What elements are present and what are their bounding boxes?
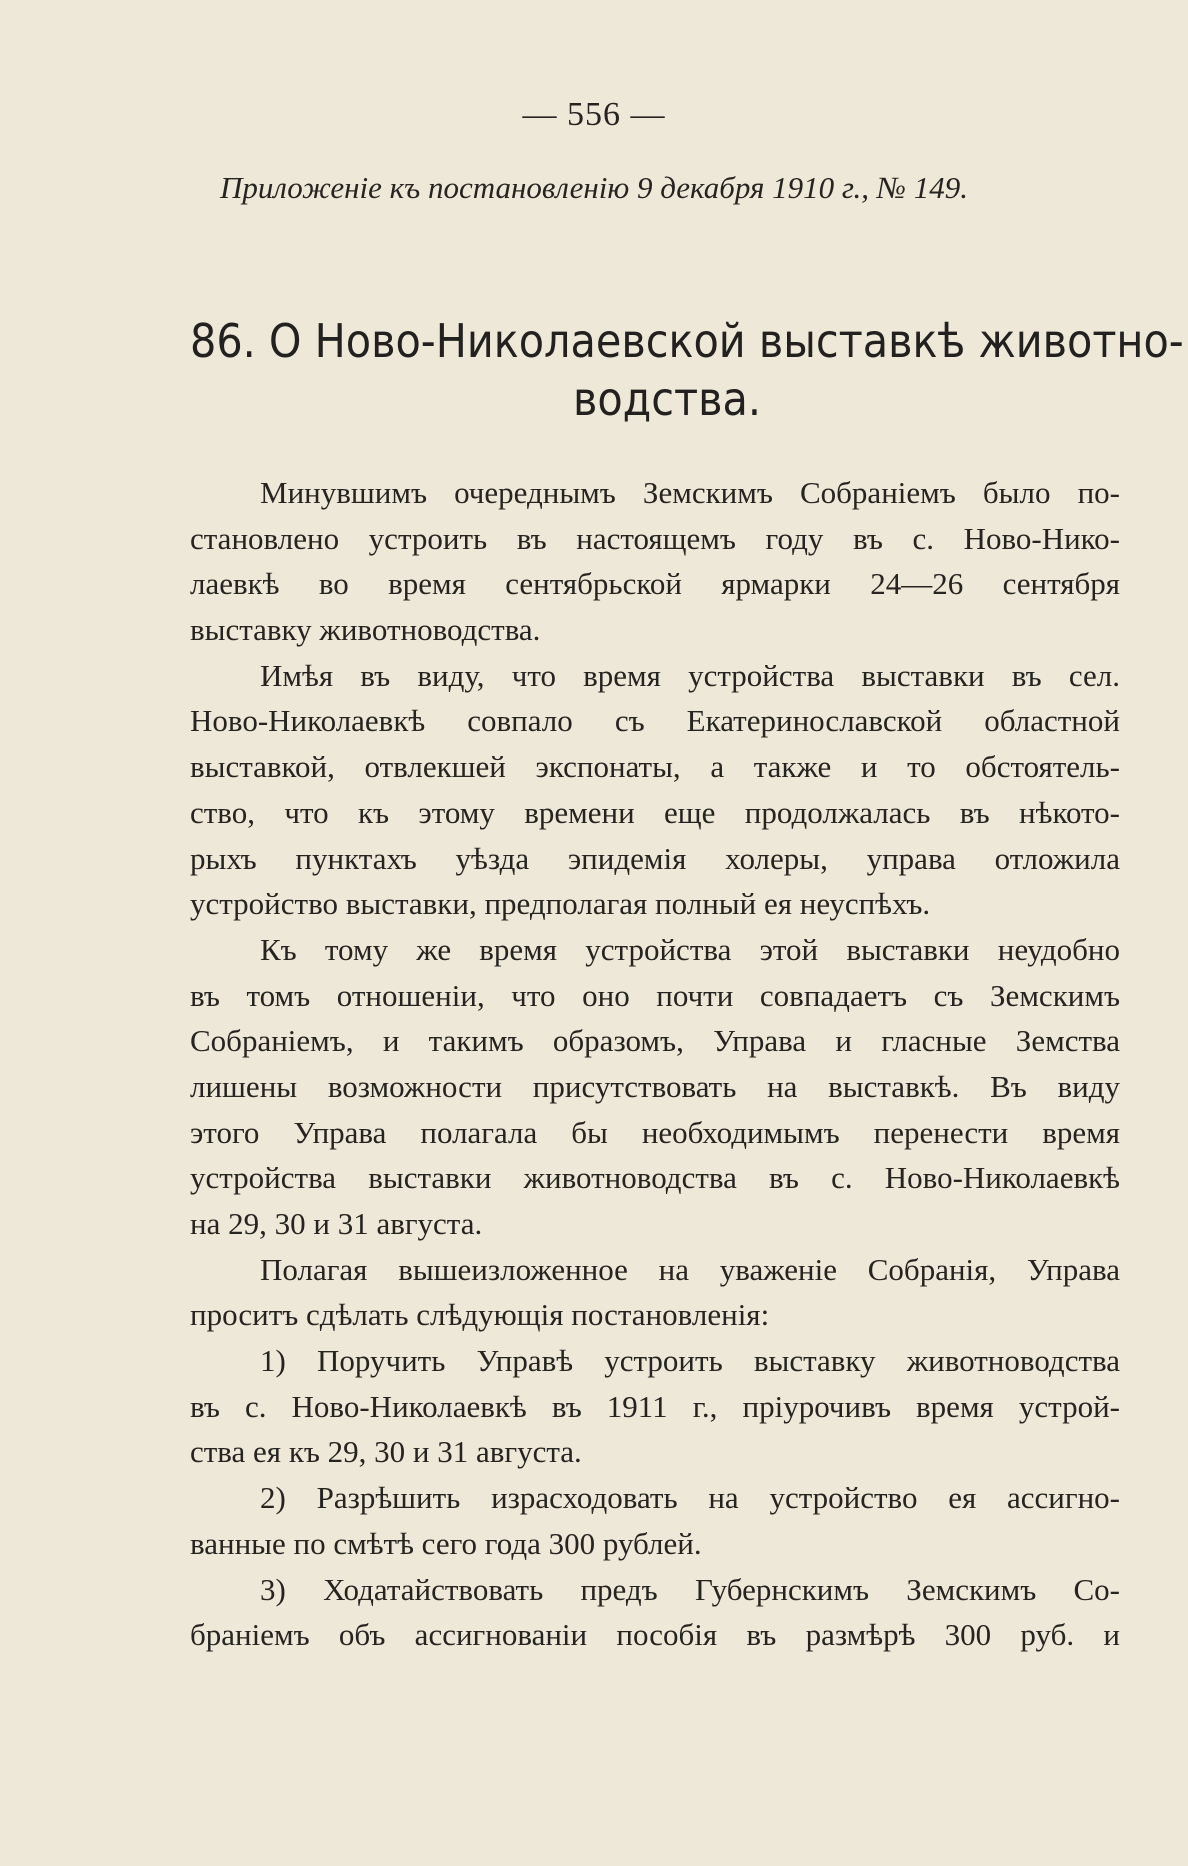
text-line: въ томъ отношеніи, что оно почти совпадаетъ съ Земскимъ xyxy=(190,977,1120,1013)
text-line: въ с. Ново-Николаевкѣ въ 1911 г., пріурочивъ время устрой- xyxy=(190,1388,1120,1424)
heading-line-2: водства. xyxy=(572,372,762,426)
text-line: 2) Разрѣшить израсходовать на устройство ея ассигно- xyxy=(260,1480,1120,1516)
text-line: лаевкѣ во время сентябрьской ярмарки 24—26 сентября xyxy=(190,566,1120,602)
text-line: проситъ сдѣлать слѣдующія постановленія: xyxy=(190,1297,770,1333)
text-line: становлено устроить въ настоящемъ году въ с. Ново-Нико- xyxy=(190,520,1120,556)
text-line: выставкой, отвлекшей экспонаты, а также и то обстоятель- xyxy=(190,749,1120,785)
text-line: Имѣя въ виду, что время устройства выставки въ сел. xyxy=(260,657,1120,693)
text-line: устройства выставки животноводства въ с. Ново-Николаевкѣ xyxy=(190,1160,1120,1196)
text-line: этого Управа полагала бы необходимымъ перенести время xyxy=(190,1114,1120,1150)
text-line: Минувшимъ очереднымъ Земскимъ Собраніемъ было по- xyxy=(260,475,1120,510)
appendix-note: Приложеніе къ постановленію 9 декабря 1910 г., № 149. xyxy=(219,170,969,205)
text-line: Собраніемъ, и такимъ образомъ, Управа и гласные Земства xyxy=(190,1023,1120,1059)
text-line: на 29, 30 и 31 августа. xyxy=(190,1206,483,1241)
text-line: браніемъ объ ассигнованіи пособія въ размѣрѣ 300 руб. и xyxy=(190,1617,1120,1653)
text-line: 3) Ходатайствовать предъ Губернскимъ Земскимъ Со- xyxy=(260,1571,1120,1607)
section-heading xyxy=(190,312,1184,428)
text-line: Къ тому же время устройства этой выставки неудобно xyxy=(260,931,1120,967)
text-line: Ново-Николаевкѣ совпало съ Екатеринославской областной xyxy=(190,703,1120,739)
body-text xyxy=(190,470,1120,1658)
page-number: — 556 — xyxy=(522,96,666,133)
text-line: выставку животноводства. xyxy=(190,612,541,648)
heading-line-1: 86. О Ново-Николаевской выставкѣ животно- xyxy=(190,314,1184,368)
text-line: ство, что къ этому времени еще продолжалась въ нѣкото- xyxy=(190,794,1120,830)
text-line: Полагая вышеизложенное на уваженіе Собранія, Управа xyxy=(260,1251,1120,1287)
text-line: ства ея къ 29, 30 и 31 августа. xyxy=(190,1434,582,1470)
text-line: лишены возможности присутствовать на выставкѣ. Въ виду xyxy=(190,1068,1120,1104)
text-line: ванные по смѣтѣ сего года 300 рублей. xyxy=(190,1525,702,1561)
text-line: рыхъ пунктахъ уѣзда эпидемія холеры, управа отложила xyxy=(190,840,1120,876)
text-line: 1) Поручить Управѣ устроить выставку животноводства xyxy=(260,1343,1120,1379)
text-line: устройство выставки, предполагая полный ея неуспѣхъ. xyxy=(190,886,931,922)
